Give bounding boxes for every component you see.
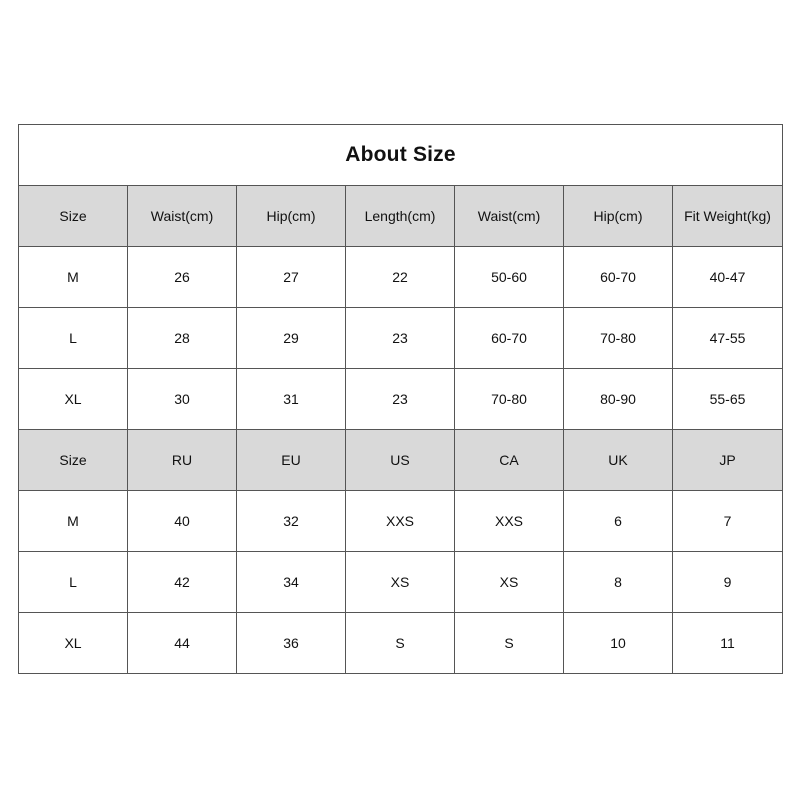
header-cell: EU: [237, 430, 346, 491]
table-cell: 42: [128, 552, 237, 613]
table-cell: 44: [128, 613, 237, 674]
table-cell: 6: [564, 491, 673, 552]
table-cell: 36: [237, 613, 346, 674]
measurement-header-row: [19, 186, 783, 247]
table-cell: 34: [237, 552, 346, 613]
header-cell: CA: [455, 430, 564, 491]
header-cell: US: [346, 430, 455, 491]
header-cell: Size: [19, 430, 128, 491]
table-cell: 50-60: [455, 247, 564, 308]
table-cell: 10: [564, 613, 673, 674]
chart-title: About Size: [19, 125, 783, 186]
table-cell: M: [19, 491, 128, 552]
conversion-header-row: [19, 430, 783, 491]
table-cell: M: [19, 247, 128, 308]
table-row: [19, 308, 783, 369]
header-cell: Hip(cm): [237, 186, 346, 247]
table-cell: 55-65: [673, 369, 783, 430]
table-cell: 22: [346, 247, 455, 308]
header-cell: Length(cm): [346, 186, 455, 247]
table-cell: 11: [673, 613, 783, 674]
table-cell: XS: [346, 552, 455, 613]
table-cell: L: [19, 552, 128, 613]
table-cell: 29: [237, 308, 346, 369]
table-cell: 7: [673, 491, 783, 552]
table-cell: S: [346, 613, 455, 674]
table-cell: 60-70: [564, 247, 673, 308]
header-cell: RU: [128, 430, 237, 491]
header-cell: Fit Weight(kg): [673, 186, 783, 247]
header-cell: Hip(cm): [564, 186, 673, 247]
table-cell: XS: [455, 552, 564, 613]
table-cell: 27: [237, 247, 346, 308]
header-cell: JP: [673, 430, 783, 491]
table-cell: 23: [346, 369, 455, 430]
table-cell: XXS: [455, 491, 564, 552]
table-cell: 9: [673, 552, 783, 613]
header-cell: Waist(cm): [455, 186, 564, 247]
table-cell: 26: [128, 247, 237, 308]
table-row: [19, 613, 783, 674]
size-chart-table: [18, 124, 783, 674]
table-row: [19, 491, 783, 552]
header-cell: Waist(cm): [128, 186, 237, 247]
table-cell: 32: [237, 491, 346, 552]
table-cell: 80-90: [564, 369, 673, 430]
table-cell: 30: [128, 369, 237, 430]
table-cell: S: [455, 613, 564, 674]
table-cell: 70-80: [564, 308, 673, 369]
table-cell: L: [19, 308, 128, 369]
table-cell: 23: [346, 308, 455, 369]
table-cell: 70-80: [455, 369, 564, 430]
header-cell: UK: [564, 430, 673, 491]
header-cell: Size: [19, 186, 128, 247]
table-cell: 8: [564, 552, 673, 613]
table-cell: 47-55: [673, 308, 783, 369]
table-cell: 40-47: [673, 247, 783, 308]
table-row: [19, 552, 783, 613]
title-row: [19, 125, 783, 186]
table-cell: XL: [19, 613, 128, 674]
table-cell: 40: [128, 491, 237, 552]
table-cell: XL: [19, 369, 128, 430]
table-cell: XXS: [346, 491, 455, 552]
table-cell: 31: [237, 369, 346, 430]
table-row: [19, 247, 783, 308]
table-cell: 28: [128, 308, 237, 369]
table-cell: 60-70: [455, 308, 564, 369]
table-row: [19, 369, 783, 430]
